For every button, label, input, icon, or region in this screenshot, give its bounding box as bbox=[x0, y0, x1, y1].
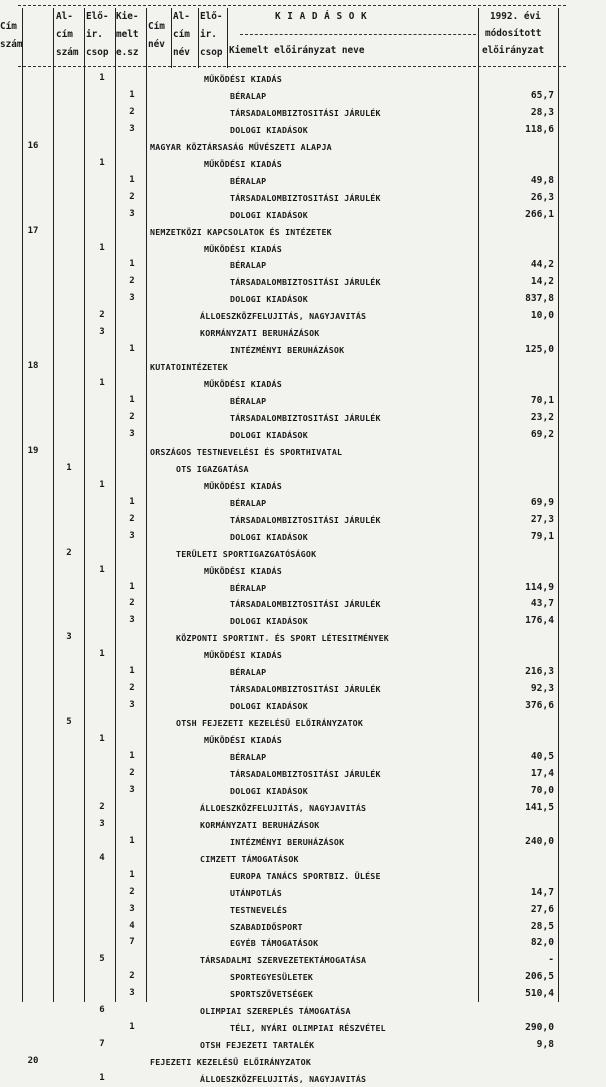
item-label: TÁRSADALOMBIZTOSITÁSI JÁRULÉK bbox=[230, 192, 381, 203]
kiemelt-number: 3 bbox=[129, 208, 135, 219]
table-row bbox=[0, 918, 606, 935]
item-label: BÉRALAP bbox=[230, 582, 267, 593]
table-row bbox=[0, 240, 606, 257]
table-row bbox=[0, 172, 606, 189]
kiemelt-number: 1 bbox=[129, 344, 135, 355]
item-label: TÁRSADALOMBIZTOSITÁSI JÁRULÉK bbox=[230, 413, 381, 423]
item-label: INTÉZMÉNYI BERUHÁZÁSOK bbox=[230, 836, 345, 847]
item-label: EGYÉB TÁMOGATÁSOK bbox=[230, 938, 319, 949]
item-label: TÁRSADALOMBIZTOSITÁSI JÁRULÉK bbox=[230, 599, 381, 610]
item-value: 44,2 bbox=[530, 259, 554, 271]
item-label: CIMZETT TÁMOGATÁSOK bbox=[200, 853, 299, 864]
table-row bbox=[0, 714, 606, 731]
table-row bbox=[0, 968, 606, 985]
table-row bbox=[0, 934, 606, 951]
table-row bbox=[0, 951, 606, 968]
table-row bbox=[0, 867, 606, 884]
item-value: 79,1 bbox=[530, 530, 554, 542]
table-row bbox=[0, 1070, 606, 1087]
table-row bbox=[0, 884, 606, 901]
alcim-number: 3 bbox=[66, 632, 72, 643]
item-label: KÖZPONTI SPORTINT. ÉS SPORT LÉTESITMÉNYEK bbox=[176, 633, 390, 644]
item-value: 510,4 bbox=[525, 988, 554, 1000]
item-value: 10,0 bbox=[530, 310, 554, 322]
kiemelt-number: 3 bbox=[129, 903, 135, 914]
table-row bbox=[0, 443, 606, 460]
item-label: ÁLLOESZKÖZFELUJITÁS, NAGYJAVITÁS bbox=[200, 311, 367, 322]
item-value: 266,1 bbox=[525, 208, 554, 220]
table-row bbox=[0, 731, 606, 748]
kiemelt-number: 2 bbox=[129, 971, 135, 982]
kiemelt-number: 3 bbox=[129, 700, 135, 711]
table-row bbox=[0, 1053, 606, 1070]
table-row bbox=[0, 748, 606, 765]
item-value: 70,0 bbox=[530, 784, 554, 796]
table-row bbox=[0, 273, 606, 290]
table-row bbox=[0, 985, 606, 1002]
item-value: 114,9 bbox=[525, 581, 554, 593]
item-label: BÉRALAP bbox=[230, 396, 267, 407]
header-alcim-nev: Al- cím név bbox=[173, 11, 190, 58]
item-label: ORSZÁGOS TESTNEVELÉSI ÉS SPORTHIVATAL bbox=[150, 446, 343, 457]
item-label: EUROPA TANÁCS SPORTBIZ. ÜLÉSE bbox=[230, 870, 381, 881]
item-value: 65,7 bbox=[530, 89, 554, 101]
item-label: ÁLLOESZKÖZFELUJITÁS, NAGYJAVITÁS bbox=[200, 1074, 367, 1085]
header-alcim: Al- cím szám bbox=[56, 11, 79, 58]
item-value: 28,5 bbox=[530, 920, 554, 932]
csop-number: 3 bbox=[99, 327, 105, 338]
table-row bbox=[0, 121, 606, 138]
item-value: 69,2 bbox=[530, 428, 554, 440]
table-row bbox=[0, 595, 606, 612]
item-value: - bbox=[548, 954, 554, 966]
title-rule bbox=[240, 34, 476, 35]
item-value: 27,3 bbox=[530, 513, 554, 525]
item-label: KORMÁNYZATI BERUHÁZÁSOK bbox=[200, 328, 320, 339]
item-label: DOLOGI KIADÁSOK bbox=[230, 785, 308, 796]
csop-number: 1 bbox=[99, 649, 105, 660]
item-label: KUTATOINTÉZETEK bbox=[150, 362, 228, 373]
item-label: DOLOGI KIADÁSOK bbox=[230, 429, 308, 440]
table-row bbox=[0, 324, 606, 341]
csop-number: 4 bbox=[99, 852, 105, 863]
table-row bbox=[0, 646, 606, 663]
item-label: KORMÁNYZATI BERUHÁZÁSOK bbox=[200, 819, 320, 830]
kiemelt-number: 3 bbox=[129, 428, 135, 439]
item-label: OTSH FEJEZETI KEZELÉSŰ ELŐIRÁNYZATOK bbox=[176, 718, 364, 729]
csop-number: 6 bbox=[99, 1005, 105, 1016]
table-row bbox=[0, 799, 606, 816]
item-label: SPORTEGYESÜLETEK bbox=[230, 972, 314, 983]
kiemelt-number: 2 bbox=[129, 106, 135, 117]
kiemelt-number: 1 bbox=[129, 751, 135, 761]
item-value: 40,5 bbox=[530, 751, 554, 762]
table-row bbox=[0, 579, 606, 596]
table-row bbox=[0, 460, 606, 477]
item-label: MŰKÖDÉSI KIADÁS bbox=[204, 650, 282, 661]
table-row bbox=[0, 1036, 606, 1053]
csop-number: 2 bbox=[99, 801, 105, 812]
table-row bbox=[0, 629, 606, 646]
top-rule bbox=[18, 5, 566, 6]
table-row bbox=[0, 765, 606, 782]
csop-number: 2 bbox=[99, 310, 105, 321]
table-row bbox=[0, 494, 606, 511]
table-row bbox=[0, 697, 606, 714]
item-label: TÁRSADALOMBIZTOSITÁSI JÁRULÉK bbox=[230, 514, 381, 525]
kiemelt-number: 2 bbox=[129, 767, 135, 778]
csop-number: 5 bbox=[99, 954, 105, 965]
table-row bbox=[0, 375, 606, 392]
table-row bbox=[0, 833, 606, 850]
cim-number: 17 bbox=[27, 225, 39, 236]
item-label: BÉRALAP bbox=[230, 175, 267, 186]
item-label: DOLOGI KIADÁSOK bbox=[230, 701, 308, 712]
table-row bbox=[0, 409, 606, 426]
item-value: 14,7 bbox=[530, 886, 554, 898]
table-row bbox=[0, 850, 606, 867]
table-row bbox=[0, 87, 606, 104]
header-subtitle: Kiemelt előirányzat neve bbox=[229, 45, 365, 56]
kiemelt-number: 3 bbox=[129, 293, 135, 304]
table-row bbox=[0, 1002, 606, 1019]
item-value: 23,2 bbox=[530, 412, 554, 423]
csop-number: 1 bbox=[99, 1073, 105, 1084]
header-title: K I A D Á S O K bbox=[275, 11, 368, 22]
kiemelt-number: 1 bbox=[129, 174, 135, 185]
kiemelt-number: 4 bbox=[129, 920, 135, 931]
item-label: DOLOGI KIADÁSOK bbox=[230, 531, 308, 542]
item-label: TÁRSADALOMBIZTOSITÁSI JÁRULÉK bbox=[230, 277, 381, 288]
item-value: 28,3 bbox=[530, 106, 554, 118]
kiemelt-number: 1 bbox=[129, 835, 135, 846]
header-cim-nev: Cím név bbox=[148, 21, 165, 50]
item-label: DOLOGI KIADÁSOK bbox=[230, 209, 308, 220]
kiemelt-number: 1 bbox=[129, 259, 135, 270]
csop-number: 1 bbox=[99, 479, 105, 490]
item-label: OTS IGAZGATÁSA bbox=[176, 463, 249, 474]
csop-number: 1 bbox=[99, 734, 105, 745]
rule-6 bbox=[198, 8, 199, 68]
kiemelt-number: 7 bbox=[129, 937, 135, 948]
item-value: 837,8 bbox=[525, 293, 554, 305]
table-row bbox=[0, 663, 606, 680]
item-label: FEJEZETI KEZELÉSŰ ELŐIRÁNYZATOK bbox=[150, 1057, 312, 1068]
table-row bbox=[0, 612, 606, 629]
table-row bbox=[0, 528, 606, 545]
item-label: TÁRSADALOMBIZTOSITÁSI JÁRULÉK bbox=[230, 107, 381, 118]
kiemelt-number: 1 bbox=[129, 666, 135, 677]
item-value: 17,4 bbox=[530, 767, 554, 779]
item-label: BÉRALAP bbox=[230, 90, 267, 101]
csop-number: 1 bbox=[99, 157, 105, 168]
item-label: MŰKÖDÉSI KIADÁS bbox=[204, 379, 282, 390]
kiemelt-number: 1 bbox=[129, 89, 135, 100]
csop-number: 7 bbox=[99, 1039, 105, 1050]
kiemelt-number: 2 bbox=[129, 598, 135, 609]
item-value: 43,7 bbox=[530, 598, 554, 610]
kiemelt-number: 3 bbox=[129, 530, 135, 541]
rule-5 bbox=[171, 8, 172, 68]
item-label: BÉRALAP bbox=[230, 497, 267, 508]
table-row bbox=[0, 358, 606, 375]
item-label: DOLOGI KIADÁSOK bbox=[230, 294, 308, 305]
item-label: MAGYAR KÖZTÁRSASÁG MŰVÉSZETI ALAPJA bbox=[150, 141, 332, 152]
alcim-number: 2 bbox=[66, 547, 72, 558]
csop-number: 1 bbox=[99, 242, 105, 253]
kiemelt-number: 2 bbox=[129, 513, 135, 524]
csop-number: 1 bbox=[99, 378, 105, 389]
kiemelt-number: 2 bbox=[129, 683, 135, 694]
item-value: 206,5 bbox=[525, 971, 554, 983]
item-label: INTÉZMÉNYI BERUHÁZÁSOK bbox=[230, 345, 345, 356]
item-label: ÁLLOESZKÖZFELUJITÁS, NAGYJAVITÁS bbox=[200, 802, 367, 813]
item-value: 141,5 bbox=[525, 801, 554, 813]
item-label: BÉRALAP bbox=[230, 752, 267, 762]
cim-number: 19 bbox=[27, 445, 39, 456]
item-value: 26,3 bbox=[530, 191, 554, 203]
table-row bbox=[0, 782, 606, 799]
item-label: OLIMPIAI SZEREPLÉS TÁMOGATÁSA bbox=[200, 1006, 351, 1017]
item-value: 70,1 bbox=[530, 395, 554, 407]
table-row bbox=[0, 155, 606, 172]
item-value: 125,0 bbox=[525, 344, 554, 356]
kiemelt-number: 1 bbox=[129, 869, 135, 880]
header-subrule bbox=[148, 66, 226, 67]
item-value: 216,3 bbox=[525, 666, 554, 678]
item-label: SZABADIDŐSPORT bbox=[230, 921, 303, 932]
item-value: 240,0 bbox=[525, 835, 554, 847]
item-label: MŰKÖDÉSI KIADÁS bbox=[204, 565, 282, 576]
kiemelt-number: 3 bbox=[129, 615, 135, 626]
table-row bbox=[0, 426, 606, 443]
header-kiemelt: Kie- melt e.sz bbox=[116, 11, 139, 58]
table-row bbox=[0, 680, 606, 697]
item-label: TÁRSADALOMBIZTOSITÁSI JÁRULÉK bbox=[230, 684, 381, 695]
table-row bbox=[0, 1019, 606, 1036]
item-label: TESTNEVELÉS bbox=[230, 904, 288, 915]
table-row bbox=[0, 256, 606, 273]
kiemelt-number: 2 bbox=[129, 886, 135, 897]
table-row bbox=[0, 138, 606, 155]
table-row bbox=[0, 189, 606, 206]
item-value: 69,9 bbox=[530, 496, 554, 508]
kiemelt-number: 2 bbox=[129, 412, 135, 422]
table-row bbox=[0, 223, 606, 240]
header-eloir-csop: Elő- ir. csop bbox=[86, 11, 109, 58]
item-label: OTSH FEJEZETI TARTALÉK bbox=[200, 1040, 315, 1051]
item-label: TÁRSADALOMBIZTOSITÁSI JÁRULÉK bbox=[230, 768, 381, 779]
item-value: 27,6 bbox=[530, 903, 554, 915]
cim-number: 16 bbox=[27, 140, 39, 151]
table-row bbox=[0, 511, 606, 528]
header-modified: módosított bbox=[485, 28, 542, 39]
kiemelt-number: 3 bbox=[129, 784, 135, 795]
table-row bbox=[0, 545, 606, 562]
cim-number: 18 bbox=[27, 361, 39, 372]
kiemelt-number: 2 bbox=[129, 191, 135, 202]
kiemelt-number: 3 bbox=[129, 123, 135, 134]
kiemelt-number: 3 bbox=[129, 988, 135, 999]
kiemelt-number: 1 bbox=[129, 581, 135, 592]
item-value: 49,8 bbox=[530, 174, 554, 186]
item-value: 376,6 bbox=[525, 700, 554, 712]
alcim-number: 5 bbox=[66, 717, 72, 728]
table-row bbox=[0, 104, 606, 121]
table-row bbox=[0, 341, 606, 358]
table-row bbox=[0, 477, 606, 494]
item-label: TÁRSADALMI SZERVEZETEKTÁMOGATÁSA bbox=[200, 955, 367, 966]
header-rule bbox=[18, 66, 566, 67]
item-label: TÉLI, NYÁRI OLIMPIAI RÉSZVÉTEL bbox=[230, 1023, 386, 1034]
item-value: 176,4 bbox=[525, 615, 554, 627]
header-cim: Cím szám bbox=[0, 21, 23, 50]
item-value: 92,3 bbox=[530, 683, 554, 695]
item-label: TERÜLETI SPORTIGAZGATÓSÁGOK bbox=[176, 548, 317, 559]
header-year: 1992. évi bbox=[490, 11, 541, 22]
item-label: MŰKÖDÉSI KIADÁS bbox=[204, 735, 282, 746]
table-row bbox=[0, 70, 606, 87]
cim-number: 20 bbox=[27, 1056, 39, 1067]
item-label: DOLOGI KIADÁSOK bbox=[230, 616, 308, 627]
table-row bbox=[0, 307, 606, 324]
item-value: 9,8 bbox=[536, 1039, 554, 1051]
header-eloir-csop-nev: Elő- ir. csop bbox=[200, 11, 223, 58]
item-label: DOLOGI KIADÁSOK bbox=[230, 124, 308, 135]
table-row bbox=[0, 290, 606, 307]
alcim-number: 1 bbox=[66, 462, 72, 473]
table-row bbox=[0, 392, 606, 409]
item-label: BÉRALAP bbox=[230, 260, 267, 271]
item-label: UTÁNPOTLÁS bbox=[230, 887, 282, 898]
csop-number: 1 bbox=[99, 73, 105, 83]
header-estimate: előirányzat bbox=[482, 45, 545, 56]
item-value: 290,0 bbox=[525, 1022, 554, 1034]
item-label: MŰKÖDÉSI KIADÁS bbox=[204, 158, 282, 169]
item-label: SPORTSZÖVETSÉGEK bbox=[230, 989, 314, 1000]
rule-7 bbox=[227, 8, 228, 68]
kiemelt-number: 2 bbox=[129, 276, 135, 287]
item-label: MŰKÖDÉSI KIADÁS bbox=[204, 74, 282, 84]
table-row bbox=[0, 816, 606, 833]
item-label: NEMZETKÖZI KAPCSOLATOK ÉS INTÉZETEK bbox=[150, 226, 332, 237]
kiemelt-number: 1 bbox=[129, 395, 135, 406]
item-label: MŰKÖDÉSI KIADÁS bbox=[204, 480, 282, 491]
kiemelt-number: 1 bbox=[129, 1022, 135, 1033]
item-label: MŰKÖDÉSI KIADÁS bbox=[204, 243, 282, 254]
table-row bbox=[0, 901, 606, 918]
csop-number: 1 bbox=[99, 564, 105, 575]
item-value: 118,6 bbox=[525, 123, 554, 135]
kiemelt-number: 1 bbox=[129, 496, 135, 507]
item-label: BÉRALAP bbox=[230, 667, 267, 678]
item-value: 82,0 bbox=[530, 937, 554, 949]
table-row bbox=[0, 562, 606, 579]
table-row bbox=[0, 206, 606, 223]
csop-number: 3 bbox=[99, 818, 105, 829]
item-value: 14,2 bbox=[530, 276, 554, 288]
